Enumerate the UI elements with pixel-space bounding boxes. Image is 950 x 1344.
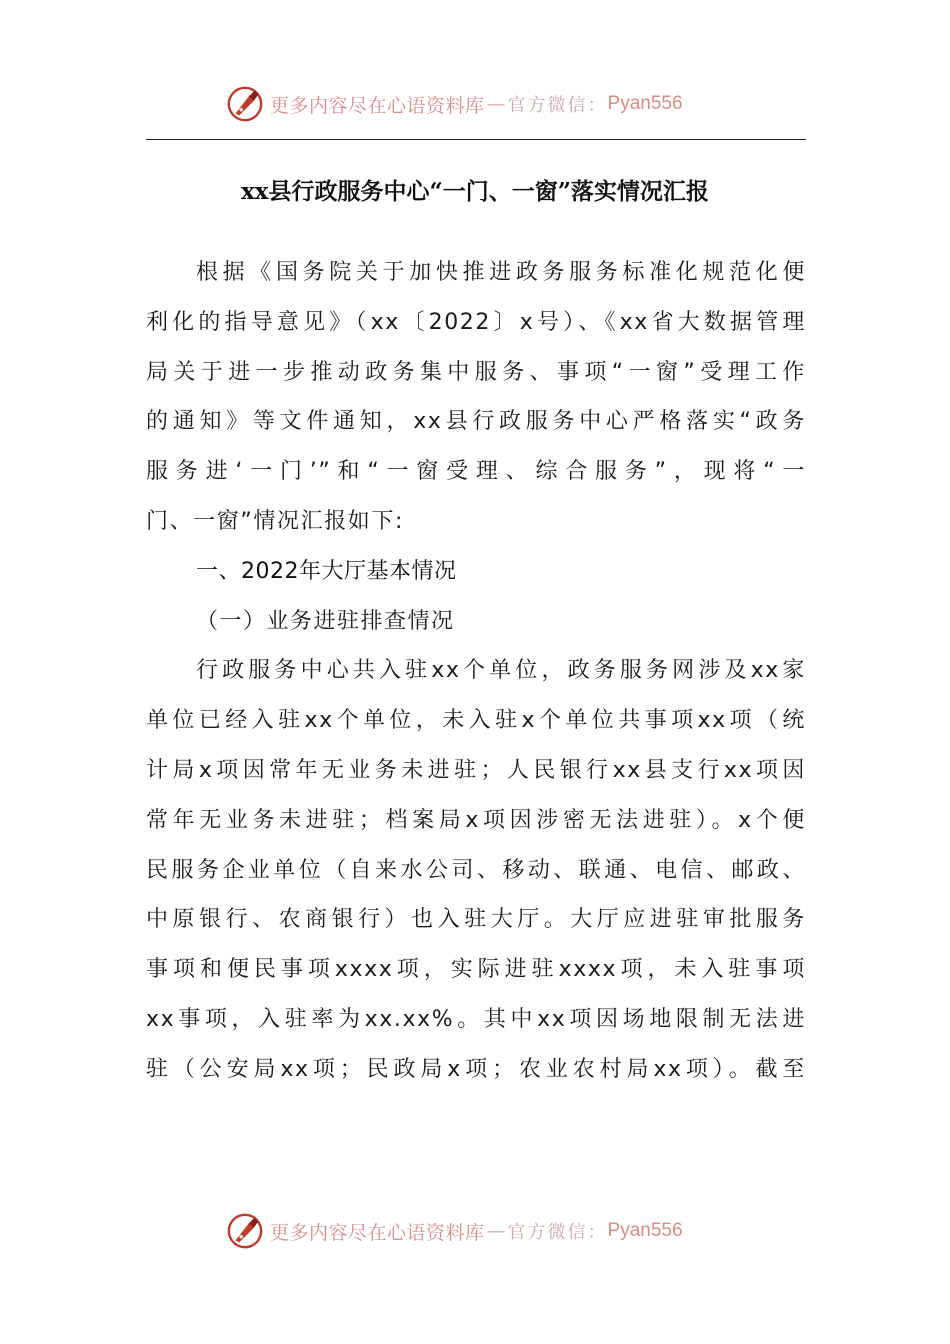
pen-nib-logo-icon [226, 1212, 264, 1250]
paragraph-line: 门、一窗”情况汇报如下: [146, 508, 405, 534]
banner-separator: — [486, 93, 506, 115]
banner-wechat-id: Pyan556 [607, 1220, 683, 1241]
paragraph-line: 局关于进一步推动政务集中服务、事项“一窗”受理工作 [146, 359, 806, 385]
pen-nib-logo-icon [226, 85, 264, 123]
header-banner [226, 84, 683, 124]
header-divider [146, 139, 806, 140]
banner-wechat-label: 官方微信： [507, 1222, 608, 1243]
paragraph-line: 单位已经入驻xx个单位，未入驻x个单位共事项xx项（统 [146, 708, 806, 734]
paragraph-line: 常年无业务未进驻；档案局x项因涉密无法进驻）。x个便 [146, 807, 806, 833]
paragraph-line: 利化的指导意见》（xx〔2022〕x号）、《xx省大数据管理 [146, 309, 806, 335]
section-heading: 一、2022年大厅基本情况 [196, 558, 457, 584]
paragraph-line: 驻（公安局xx项；民政局x项；农业农村局xx项）。截至 [146, 1056, 806, 1082]
banner-slogan: 更多内容尽在心语资料库 [270, 1221, 485, 1244]
paragraph-line: 根据《国务院关于加快推进政务服务标准化规范化便 [196, 260, 806, 285]
paragraph-line: 中原银行、农商银行）也入驻大厅。大厅应进驻审批服务 [146, 907, 806, 933]
paragraph-line: 的通知》等文件通知，xx县行政服务中心严格落实“政务 [146, 409, 806, 435]
paragraph-line: 行政服务中心共入驻xx个单位，政务服务网涉及xx家 [196, 658, 806, 684]
banner-slogan: 更多内容尽在心语资料库 [270, 94, 485, 117]
document-title: xx县行政服务中心“一门、一窗”落实情况汇报 [241, 178, 709, 205]
document-body [146, 248, 806, 1095]
footer-banner [226, 1211, 683, 1251]
paragraph-line: xx事项，入驻率为xx.xx%。其中xx项因场地限制无法进 [146, 1006, 806, 1032]
banner-wechat-id: Pyan556 [607, 93, 683, 114]
paragraph-line: 服务进‘一门’”和“一窗受理、综合服务”，现将“一 [146, 459, 806, 485]
paragraph-line: 计局x项因常年无业务未进驻；人民银行xx县支行xx项因 [146, 757, 806, 783]
subsection-heading: （一）业务进驻排查情况 [196, 608, 455, 634]
banner-separator: — [486, 1220, 506, 1242]
paragraph-line: 事项和便民事项xxxx项，实际进驻xxxx项，未入驻事项 [146, 957, 806, 983]
banner-wechat-label: 官方微信： [507, 95, 608, 116]
paragraph-line: 民服务企业单位（自来水公司、移动、联通、电信、邮政、 [146, 857, 806, 883]
